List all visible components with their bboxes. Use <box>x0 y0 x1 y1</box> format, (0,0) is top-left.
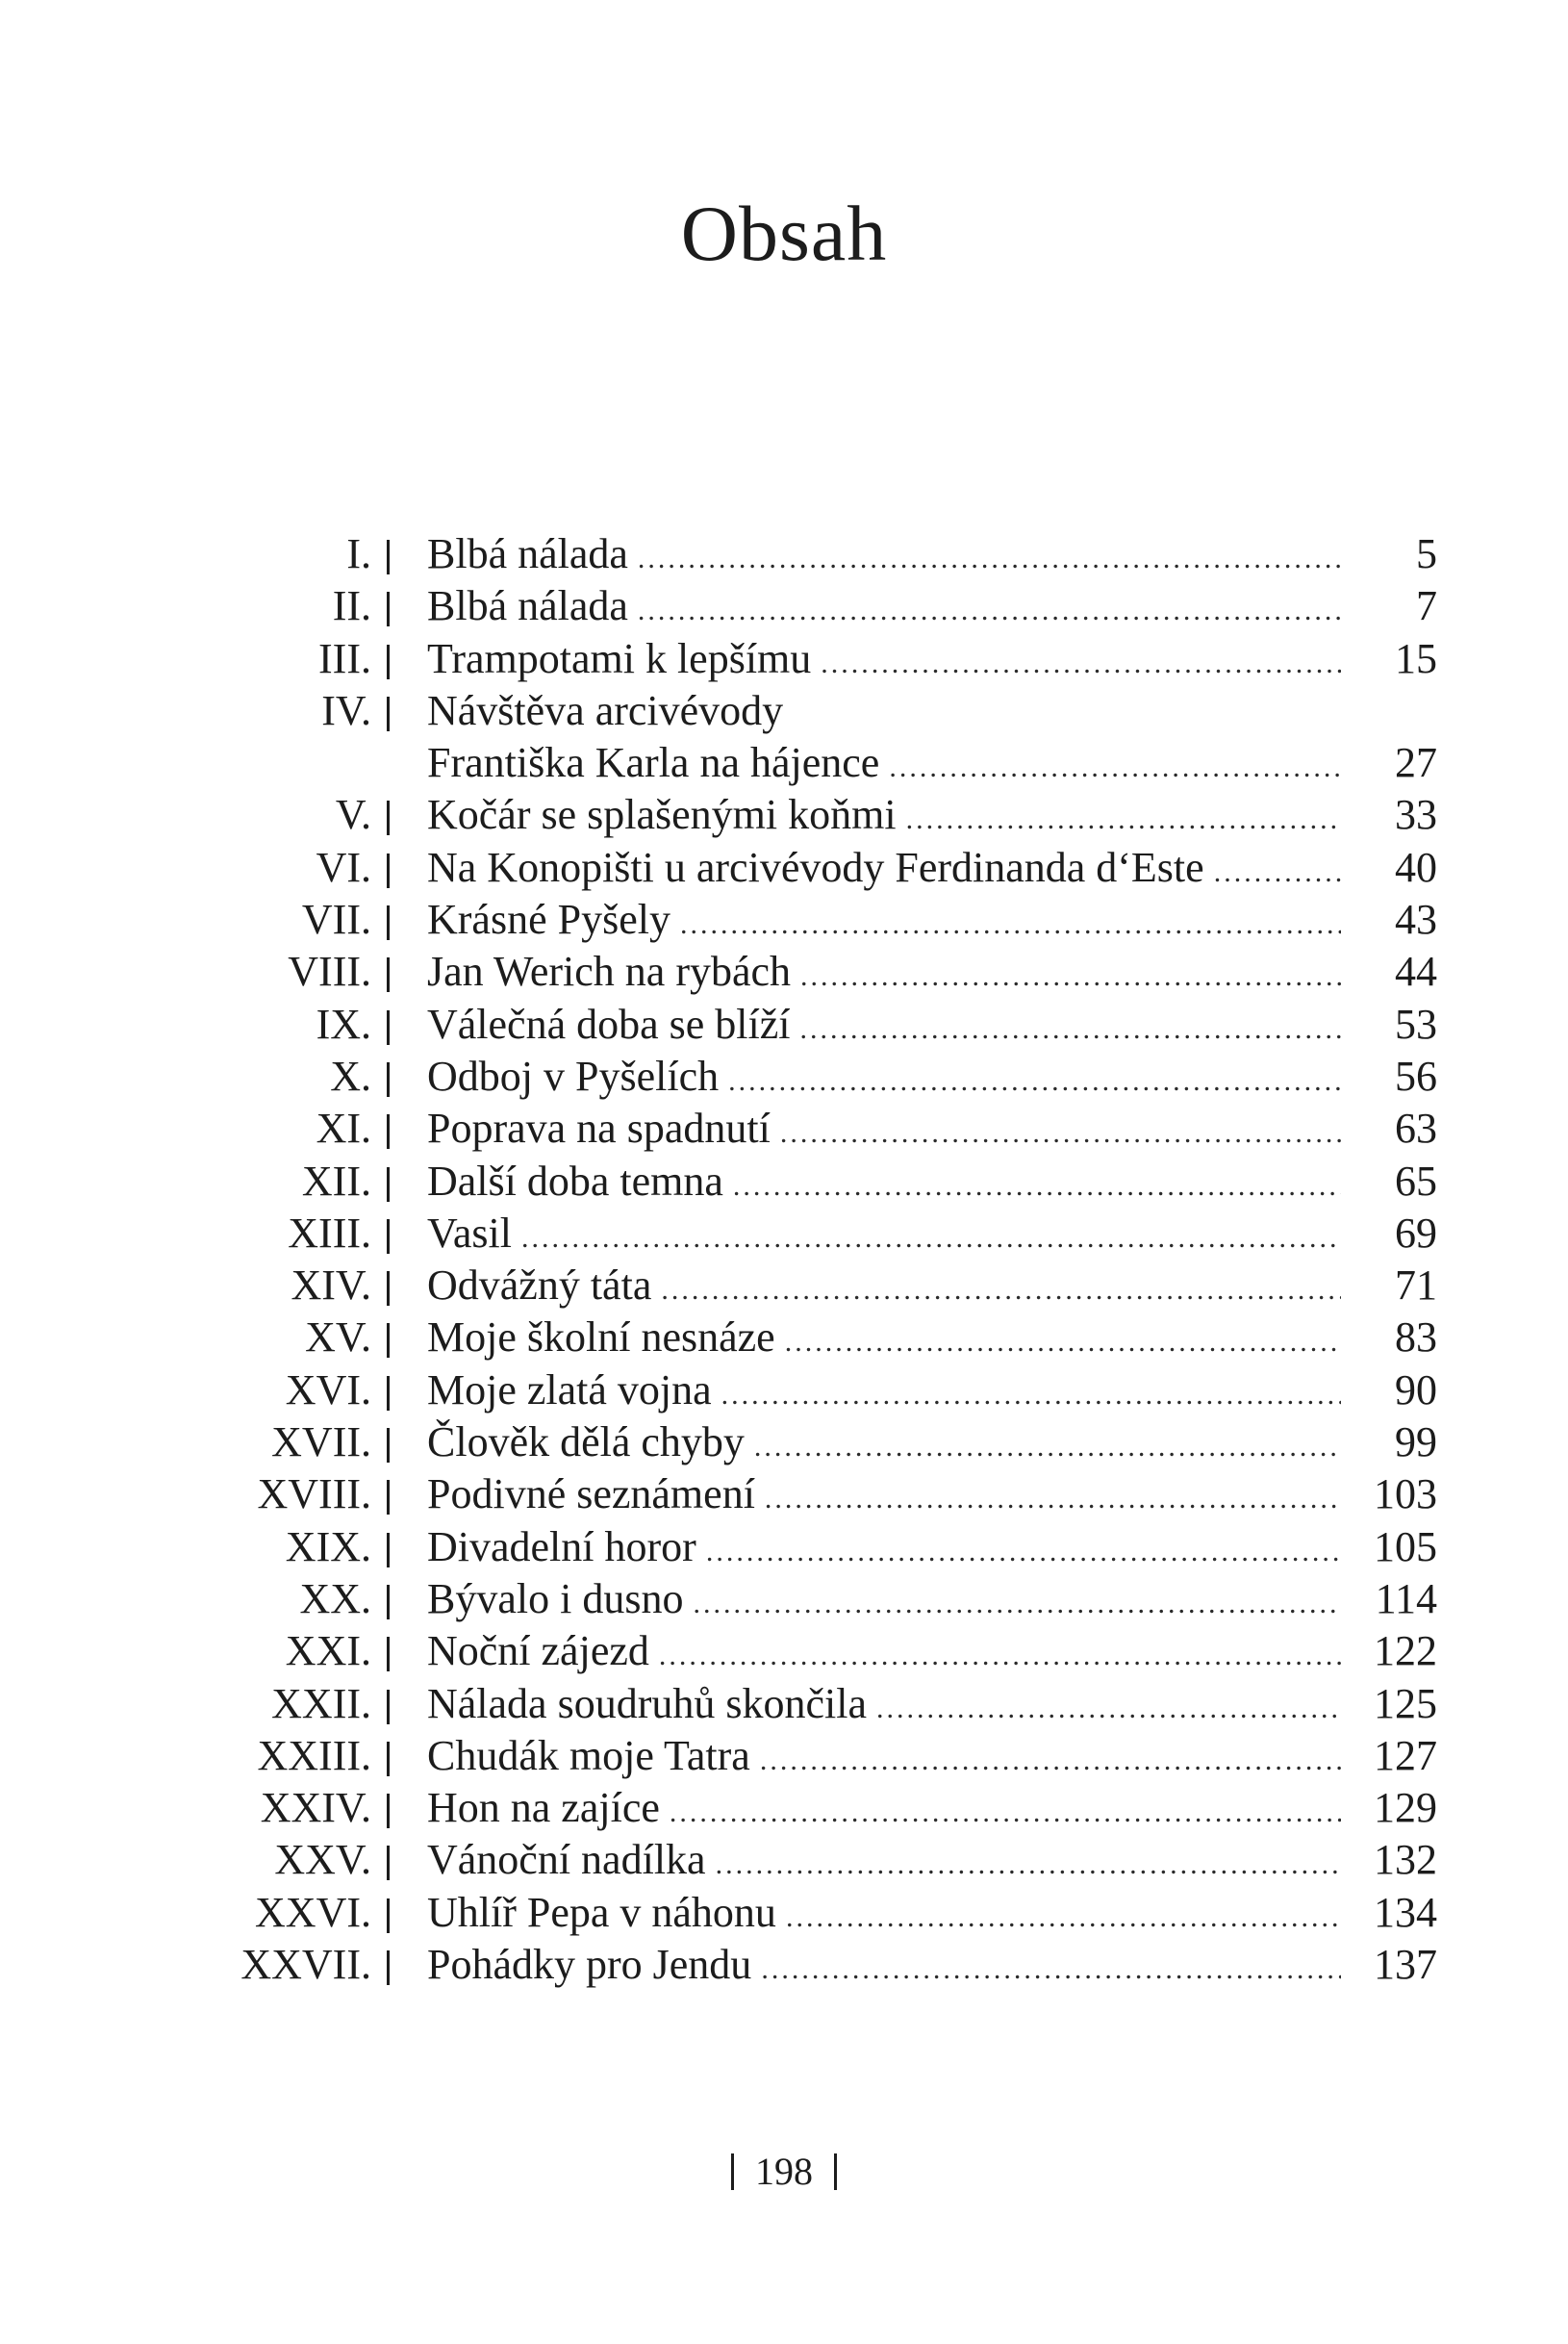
separator-bar <box>387 1376 390 1411</box>
chapter-title: Uhlíř Pepa v náhonu <box>427 1888 776 1936</box>
folio-bar-right <box>834 2153 837 2190</box>
separator-bar <box>387 1637 390 1671</box>
separator-bar <box>387 1846 390 1880</box>
page-number: 125 <box>1374 1679 1437 1727</box>
page-number: 44 <box>1395 948 1437 996</box>
chapter-title: Člověk dělá chyby <box>427 1418 745 1466</box>
separator-bar <box>387 1010 390 1045</box>
separator-bar <box>387 1794 390 1828</box>
toc-entry <box>0 685 1568 790</box>
dot-leader <box>786 1892 1341 1939</box>
page-number: 83 <box>1395 1313 1437 1362</box>
chapter-title: Poprava na spadnutí <box>427 1105 771 1153</box>
toc-entry <box>0 1156 1568 1208</box>
chapter-title: Krásné Pyšely <box>427 896 670 944</box>
chapter-number: XXVI. <box>255 1888 371 1936</box>
dot-leader <box>693 1578 1341 1625</box>
separator-bar <box>387 1428 390 1463</box>
separator-bar <box>387 1950 390 1985</box>
separator-bar <box>387 1167 390 1202</box>
chapter-number: XIX. <box>285 1522 371 1570</box>
chapter-title: Bývalo i dusno <box>427 1574 684 1622</box>
chapter-title: Trampotami k lepšímu <box>427 634 812 682</box>
chapter-number: IV. <box>321 686 371 734</box>
separator-bar <box>387 1114 390 1149</box>
page-number: 71 <box>1395 1261 1437 1310</box>
toc-entry <box>0 1678 1568 1730</box>
chapter-number: VI. <box>316 843 371 891</box>
chapter-number: IX. <box>316 1000 371 1048</box>
separator-bar <box>387 1585 390 1619</box>
dot-leader <box>661 1264 1341 1312</box>
separator-bar <box>387 1742 390 1776</box>
toc-entry <box>0 633 1568 685</box>
chapter-number: XXIII. <box>257 1731 371 1779</box>
toc-entry <box>0 1260 1568 1312</box>
page-number: 127 <box>1374 1731 1437 1779</box>
separator-bar <box>387 1062 390 1097</box>
toc-entry <box>0 528 1568 580</box>
chapter-number: XVI. <box>285 1365 371 1414</box>
separator-bar <box>387 1480 390 1515</box>
toc-entry <box>0 1051 1568 1103</box>
toc-entry <box>0 1521 1568 1573</box>
dot-leader <box>721 1369 1341 1416</box>
page-number: 5 <box>1416 530 1437 577</box>
folio-bar-left <box>731 2153 734 2190</box>
chapter-number: XVIII. <box>257 1470 371 1518</box>
dot-leader <box>521 1212 1341 1260</box>
chapter-title: Nálada soudruhů skončila <box>427 1679 867 1727</box>
chapter-number: XXVII. <box>240 1941 371 1989</box>
toc-entry <box>0 1103 1568 1155</box>
page-number: 114 <box>1375 1574 1437 1622</box>
chapter-title: Moje školní nesnáze <box>427 1313 775 1362</box>
chapter-title: Františka Karla na hájence <box>427 739 880 787</box>
dot-leader <box>638 533 1341 580</box>
dot-leader <box>765 1473 1341 1520</box>
dot-leader <box>728 1056 1341 1103</box>
page-number: 99 <box>1395 1418 1437 1466</box>
separator-bar <box>387 1533 390 1567</box>
separator-bar <box>387 957 390 992</box>
chapter-title: Odboj v Pyšelích <box>427 1052 720 1100</box>
chapter-title: Na Konopišti u arcivévody Ferdinanda d‘Este <box>427 843 1204 891</box>
separator-bar <box>387 592 390 626</box>
separator-bar <box>387 1898 390 1933</box>
dot-leader <box>906 794 1341 841</box>
page-number: 134 <box>1374 1888 1437 1936</box>
toc-entry <box>0 842 1568 894</box>
chapter-number: XXI. <box>285 1627 371 1675</box>
dot-leader <box>800 951 1341 998</box>
page-number: 56 <box>1395 1052 1437 1100</box>
dot-leader <box>785 1316 1341 1363</box>
chapter-title: Kočár se splašenými koňmi <box>427 791 897 839</box>
dot-leader <box>670 1787 1341 1834</box>
dot-leader <box>876 1683 1341 1730</box>
chapter-title: Podivné seznámení <box>427 1470 755 1518</box>
dot-leader <box>800 1004 1341 1051</box>
chapter-number: XIII. <box>288 1209 371 1257</box>
separator-bar <box>387 1690 390 1724</box>
chapter-number: II. <box>332 582 371 630</box>
dot-leader <box>680 899 1341 946</box>
chapter-number: XXIV. <box>260 1784 371 1832</box>
dot-leader <box>760 1735 1341 1782</box>
separator-bar <box>387 1323 390 1358</box>
dot-leader <box>1214 847 1341 894</box>
chapter-number: XII. <box>301 1157 371 1205</box>
separator-bar <box>387 540 390 574</box>
chapter-title: Vasil <box>427 1209 512 1257</box>
chapter-title: Blbá nálada <box>427 582 628 630</box>
page-number: 137 <box>1374 1941 1437 1989</box>
separator-bar <box>387 905 390 940</box>
toc-entry <box>0 1312 1568 1363</box>
dot-leader <box>780 1108 1341 1155</box>
chapter-title: Pohádky pro Jendu <box>427 1941 752 1989</box>
dot-leader <box>821 638 1341 685</box>
chapter-title-line1: Návštěva arcivévody <box>427 686 784 734</box>
page-number: 90 <box>1395 1365 1437 1414</box>
chapter-number: VII. <box>301 896 371 944</box>
chapter-number: XX. <box>299 1574 371 1622</box>
dot-leader <box>761 1944 1341 1991</box>
page-number: 40 <box>1395 843 1437 891</box>
separator-bar <box>387 1271 390 1306</box>
chapter-number: XIV. <box>291 1261 371 1310</box>
separator-bar <box>387 1219 390 1254</box>
chapter-title: Hon na zajíce <box>427 1784 660 1832</box>
chapter-title: Další doba temna <box>427 1157 723 1205</box>
page-number: 43 <box>1395 896 1437 944</box>
chapter-title: Noční zájezd <box>427 1627 649 1675</box>
page-number: 15 <box>1395 634 1437 682</box>
chapter-title: Válečná doba se blíží <box>427 1000 791 1048</box>
page-number: 129 <box>1374 1784 1437 1832</box>
page-number: 53 <box>1395 1000 1437 1048</box>
chapter-title: Chudák moje Tatra <box>427 1731 750 1779</box>
dot-leader <box>754 1421 1341 1468</box>
toc-entry <box>0 1782 1568 1834</box>
chapter-number: I. <box>346 530 371 577</box>
separator-bar <box>387 697 390 731</box>
dot-leader <box>716 1839 1341 1886</box>
chapter-title: Jan Werich na rybách <box>427 948 792 996</box>
dot-leader <box>659 1630 1341 1677</box>
chapter-number: XVII. <box>271 1418 371 1466</box>
toc-entry <box>0 999 1568 1051</box>
toc-entry <box>0 1834 1568 1886</box>
toc-entry <box>0 789 1568 841</box>
chapter-number: XXII. <box>271 1679 371 1727</box>
toc-entry <box>0 1939 1568 1991</box>
dot-leader <box>706 1526 1341 1573</box>
chapter-number: XXV. <box>274 1836 371 1884</box>
toc-entry <box>0 1468 1568 1520</box>
folio-number: 198 <box>755 2150 813 2193</box>
chapter-number: V. <box>335 791 371 839</box>
separator-bar <box>387 645 390 679</box>
page-title: Obsah <box>680 190 888 277</box>
toc-entry <box>0 1625 1568 1677</box>
toc-entry <box>0 894 1568 946</box>
toc-entry <box>0 946 1568 998</box>
toc-entry <box>0 1364 1568 1416</box>
page-number: 65 <box>1395 1157 1437 1205</box>
page-number: 27 <box>1395 739 1437 787</box>
page-number: 105 <box>1374 1522 1437 1570</box>
chapter-title: Moje zlatá vojna <box>427 1365 712 1414</box>
chapter-number: XI. <box>316 1105 371 1153</box>
chapter-number: VIII. <box>288 948 371 996</box>
separator-bar <box>387 854 390 888</box>
page-number: 33 <box>1395 791 1437 839</box>
dot-leader <box>638 585 1341 632</box>
chapter-title: Odvážný táta <box>427 1261 652 1310</box>
toc-entry <box>0 1208 1568 1260</box>
page-number: 122 <box>1374 1627 1437 1675</box>
toc-entry <box>0 580 1568 632</box>
dot-leader <box>733 1160 1341 1208</box>
toc-entry <box>0 1416 1568 1468</box>
toc-entry <box>0 1887 1568 1939</box>
chapter-title: Divadelní horor <box>427 1522 696 1570</box>
chapter-number: XV. <box>305 1313 371 1362</box>
table-of-contents <box>0 528 1568 1991</box>
separator-bar <box>387 801 390 835</box>
page-number: 132 <box>1374 1836 1437 1884</box>
toc-entry <box>0 1573 1568 1625</box>
chapter-number: X. <box>330 1052 371 1100</box>
page-number: 7 <box>1416 582 1437 630</box>
dot-leader <box>889 742 1341 789</box>
toc-entry <box>0 1730 1568 1782</box>
page-number: 103 <box>1374 1470 1437 1518</box>
chapter-title: Vánoční nadílka <box>427 1836 706 1884</box>
chapter-title: Blbá nálada <box>427 530 628 577</box>
page-number: 63 <box>1395 1105 1437 1153</box>
page-number: 69 <box>1395 1209 1437 1257</box>
page-folio <box>0 2148 1568 2196</box>
chapter-number: III. <box>318 634 371 682</box>
